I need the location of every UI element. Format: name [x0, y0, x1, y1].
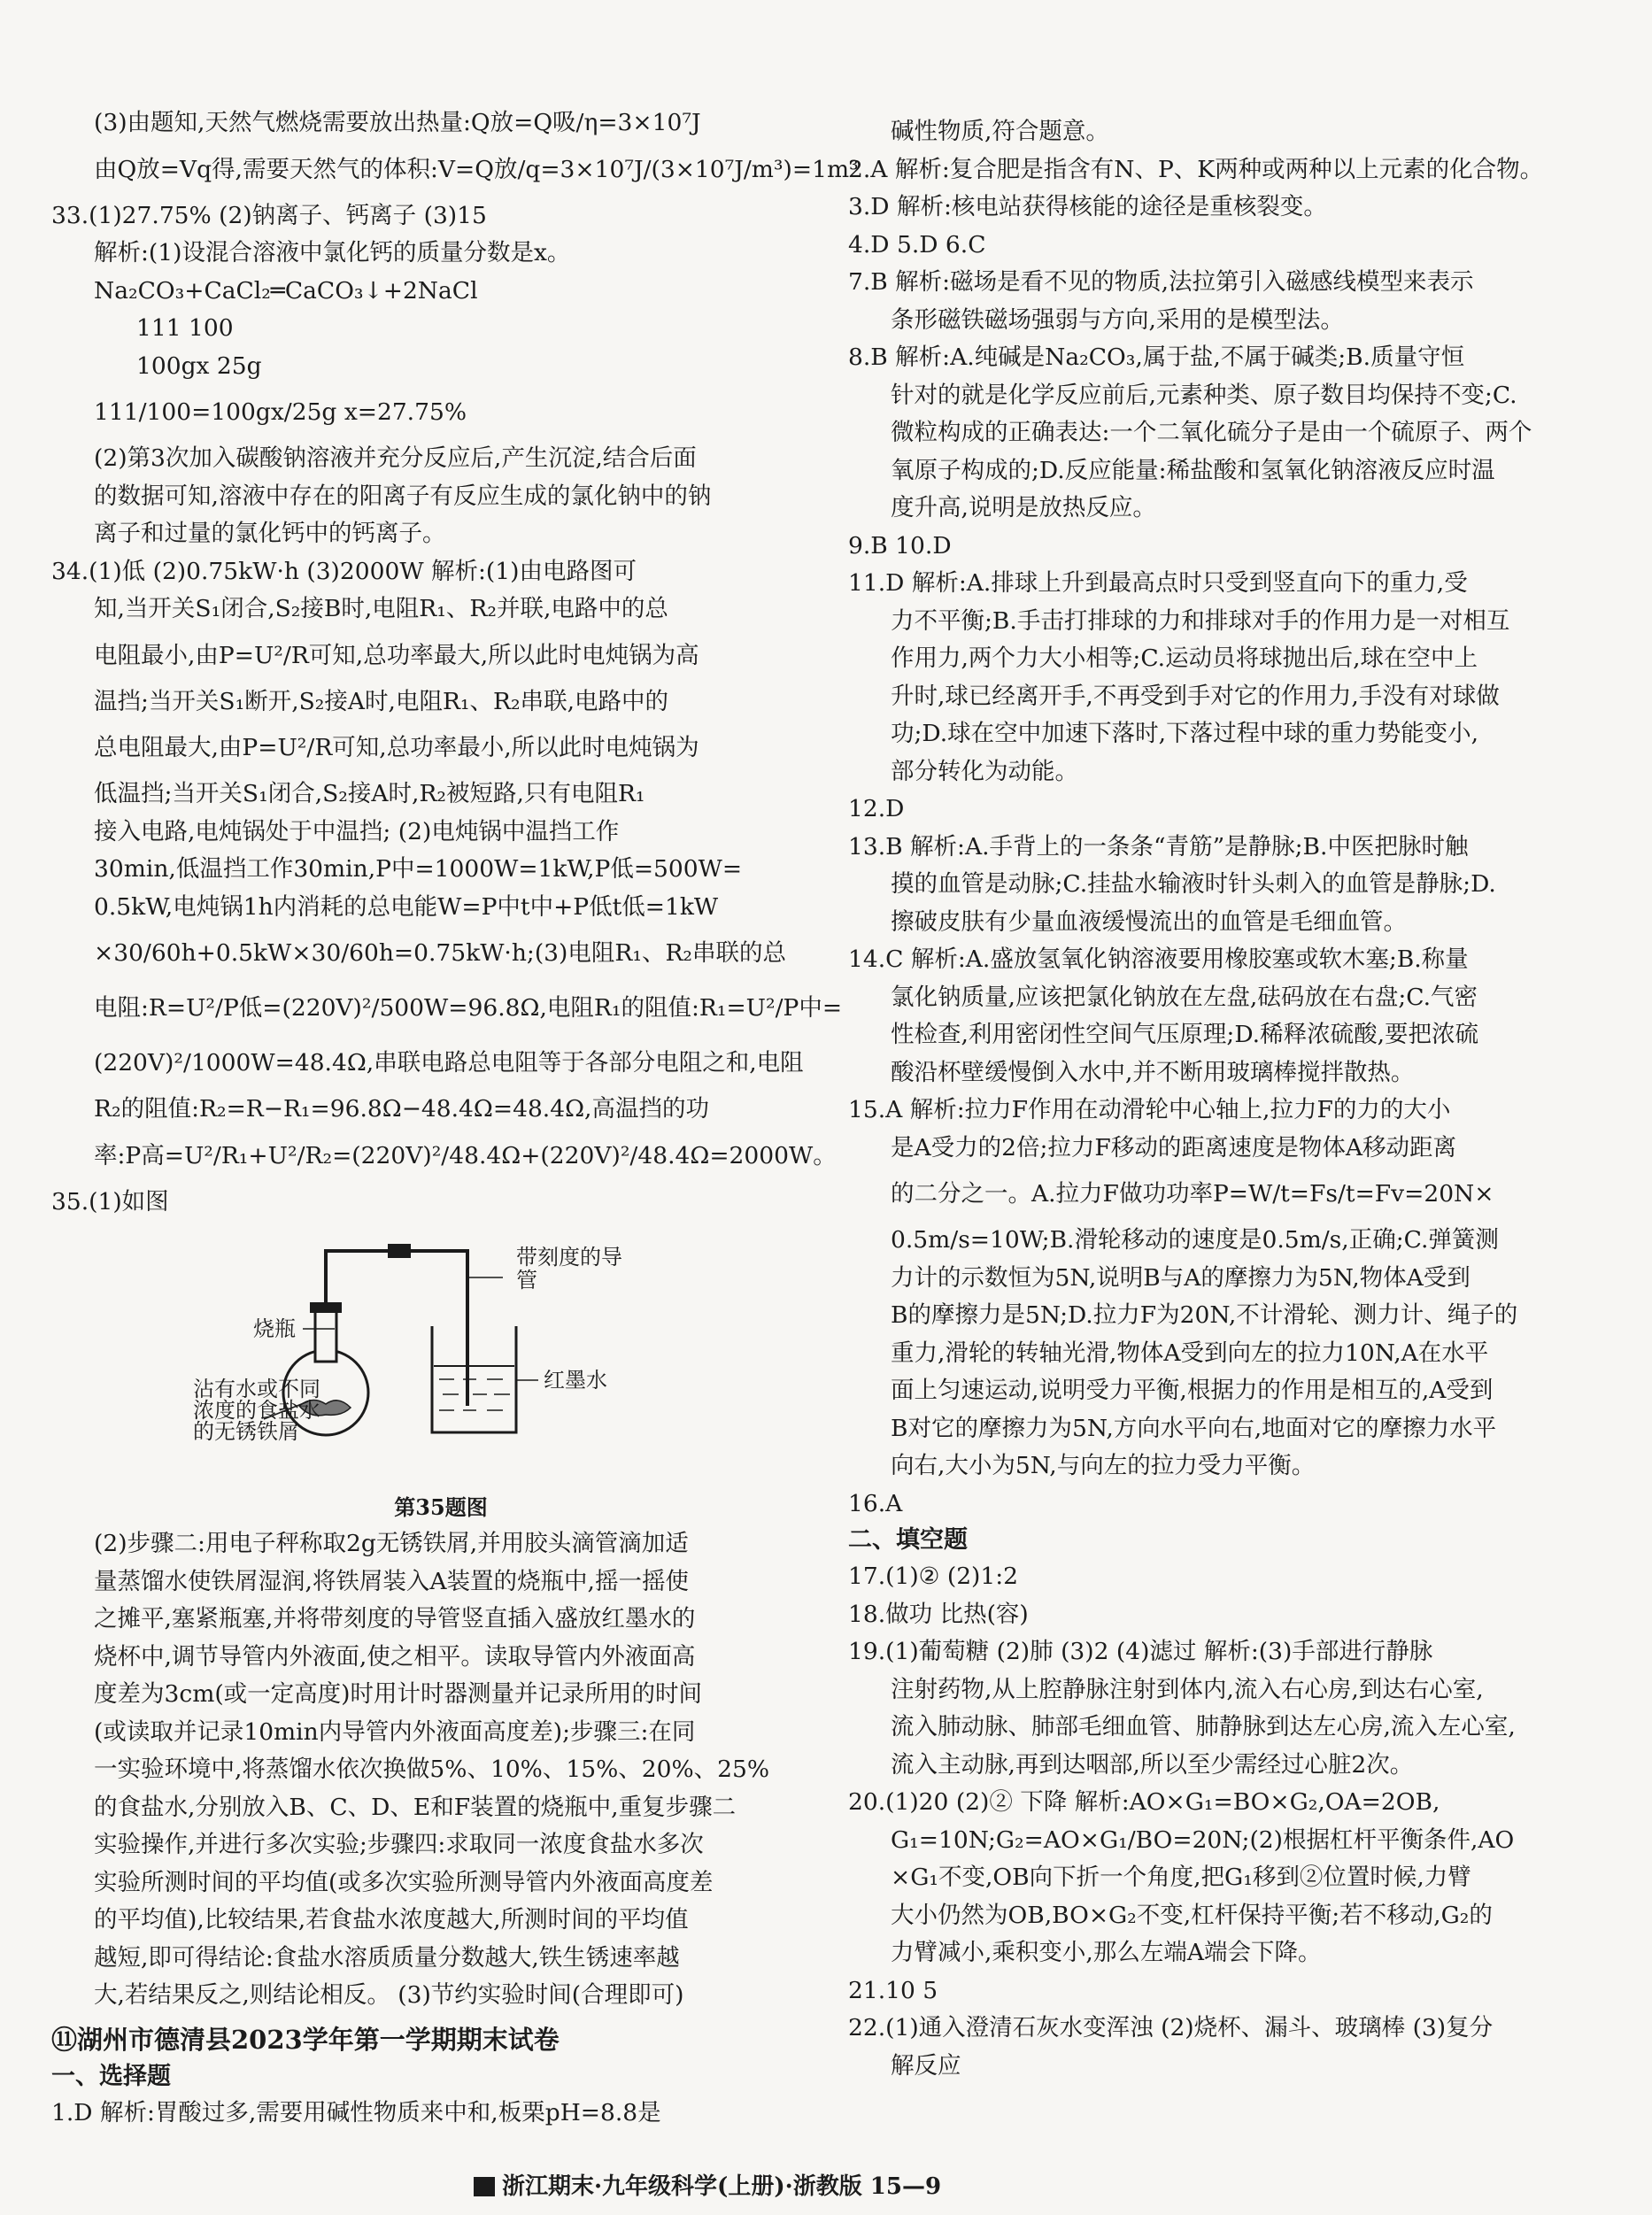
text-line: 的二分之一。A.拉力F做功功率P=W/t=Fs/t=Fv=20N× [891, 1180, 1494, 1208]
text-line: 越短,即可得结论:食盐水溶质质量分数越大,铁生锈速率越 [94, 1943, 680, 1972]
question-20: 20.(1)20 (2)② 下降 解析:AO×G₁=BO×G₂,OA=2OB, [848, 1788, 1440, 1816]
text-line: 力不平衡;B.手击打排球的力和排球对手的作用力是一对相互 [891, 606, 1510, 635]
text-line: 针对的就是化学反应前后,元素种类、原子数目均保持不变;C. [891, 381, 1517, 409]
text-line: B的摩擦力是5N;D.拉力F为20N,不计滑轮、测力计、绳子的 [891, 1301, 1518, 1329]
question-13: 13.B 解析:A.手背上的一条条“青筋”是静脉;B.中医把脉时触 [848, 832, 1469, 861]
text-line: 擦破皮肤有少量血液缓慢流出的血管是毛细血管。 [891, 907, 1407, 936]
question-18: 18.做功 比热(容) [848, 1600, 1029, 1628]
text-line: ×G₁不变,OB向下折一个角度,把G₁移到②位置时候,力臂 [891, 1864, 1471, 1891]
left-column [51, 104, 859, 2132]
equation: Na₂CO₃+CaCl₂═CaCO₃↓+2NaCl [94, 276, 478, 305]
text-line: 一实验环境中,将蒸馏水依次换做5%、10%、15%、20%、25% [94, 1756, 770, 1783]
text-line: 解析:(1)设混合溶液中氯化钙的质量分数是x。 [94, 239, 571, 266]
text-line: 解反应 [891, 2051, 961, 2080]
text-line: 部分转化为动能。 [891, 757, 1078, 785]
question-3: 3.D 解析:核电站获得核能的途径是重核裂变。 [848, 193, 1327, 220]
equation-masses: 111 100 [136, 314, 234, 342]
figure-caption: 第35题图 [394, 1494, 488, 1520]
question-19: 19.(1)葡萄糖 (2)肺 (3)2 (4)滤过 解析:(3)手部进行静脉 [848, 1638, 1433, 1665]
text-line: 酸沿杯壁缓慢倒入水中,并不断用玻璃棒搅拌散热。 [891, 1058, 1415, 1086]
text-line: G₁=10N;G₂=AO×G₁/BO=20N;(2)根据杠杆平衡条件,AO [891, 1825, 1515, 1854]
question-1: 1.D 解析:胃酸过多,需要用碱性物质来中和,板栗pH=8.8是 [51, 2098, 661, 2126]
text-line: 温挡;当开关S₁断开,S₂接A时,电阻R₁、R₂串联,电路中的 [94, 687, 669, 715]
text-line: 微粒构成的正确表达:一个二氧化硫分子是由一个硫原子、两个 [891, 419, 1532, 446]
text-line: (220V)²/1000W=48.4Ω,串联电路总电阻等于各部分电阻之和,电阻 [94, 1049, 804, 1077]
text-line: 30min,低温挡工作30min,P中=1000W=1kW,P低=500W= [94, 855, 743, 883]
text-line: 知,当开关S₁闭合,S₂接B时,电阻R₁、R₂并联,电路中的总 [94, 595, 668, 622]
fill-section-title: 二、填空题 [848, 1526, 968, 1554]
footer-text: 浙江期末·九年级科学(上册)·浙教版 15—9 [502, 2173, 942, 2200]
page-footer [474, 2173, 941, 2201]
text-line: 接入电路,电炖锅处于中温挡; (2)电炖锅中温挡工作 [94, 817, 620, 845]
question-12: 12.D [848, 795, 905, 822]
text-line: 低温挡;当开关S₁闭合,S₂接A时,R₂被短路,只有电阻R₁ [94, 780, 645, 807]
text-line: 实验操作,并进行多次实验;步骤四:求取同一浓度食盐水多次 [94, 1831, 704, 1858]
text-line: 的数据可知,溶液中存在的阳离子有反应生成的氯化钠中的钠 [94, 482, 712, 510]
text-line: 升时,球已经离开手,不再受到手对它的作用力,手没有对球做 [891, 682, 1500, 710]
text-line: 流入主动脉,再到达咽部,所以至少需经过心脏2次。 [891, 1750, 1414, 1779]
text-line: ×30/60h+0.5kW×30/60h=0.75kW·h;(3)电阻R₁、R₂串联的总 [94, 939, 787, 967]
text-line: 实验所测时间的平均值(或多次实验所测导管内外液面高度差 [94, 1868, 714, 1896]
text-line: 氯化钠质量,应该把氯化钠放在左盘,砝码放在右盘;C.气密 [891, 983, 1478, 1011]
text-line: 度升高,说明是放热反应。 [891, 494, 1156, 521]
text-line: 大,若结果反之,则结论相反。 (3)节约实验时间(合理即可) [94, 1981, 684, 2009]
text-line: 0.5m/s=10W;B.滑轮移动的速度是0.5m/s,正确;C.弹簧测 [891, 1226, 1499, 1254]
text-line: 量蒸馏水使铁屑湿润,将铁屑装入A装置的烧瓶中,摇一摇使 [94, 1567, 689, 1595]
question-34: 34.(1)低 (2)0.75kW·h (3)2000W 解析:(1)由电路图可 [51, 557, 637, 585]
text-line: B对它的摩擦力为5N,方向水平向右,地面对它的摩擦力水平 [891, 1414, 1497, 1442]
text-line: 向右,大小为5N,与向左的拉力受力平衡。 [891, 1452, 1316, 1479]
text-line: 电阻最小,由P=U²/R可知,总功率最大,所以此时电炖锅为高 [94, 641, 699, 669]
text-line: 作用力,两个力大小相等;C.运动员将球抛出后,球在空中上 [891, 644, 1478, 672]
text-line: (2)第3次加入碳酸钠溶液并充分反应后,产生沉淀,结合后面 [94, 444, 697, 472]
question-35: 35.(1)如图 [51, 1187, 169, 1216]
text-line: 离子和过量的氯化钙中的钙离子。 [94, 520, 446, 547]
label-graduated-tube: 带刻度的导管 [516, 1245, 622, 1293]
text-line: 的平均值),比较结果,若食盐水浓度越大,所测时间的平均值 [94, 1906, 689, 1933]
text-line: 氧原子构成的;D.反应能量:稀盐酸和氢氧化钠溶液反应时温 [891, 456, 1495, 484]
text-line: 烧杯中,调节导管内外液面,使之相平。读取导管内外液面高 [94, 1642, 696, 1671]
text-line: 总电阻最大,由P=U²/R可知,总功率最小,所以此时电炖锅为 [94, 734, 699, 761]
question-33: 33.(1)27.75% (2)钠离子、钙离子 (3)15 [51, 201, 487, 229]
text-line: 电阻:R=U²/P低=(220V)²/500W=96.8Ω,电阻R₁的阻值:R₁=U²/P中= [94, 994, 843, 1022]
question-11: 11.D 解析:A.排球上升到最高点时只受到竖直向下的重力,受 [848, 569, 1468, 597]
question-22: 22.(1)通入澄清石灰水变浑浊 (2)烧杯、漏斗、玻璃棒 (3)复分 [848, 2014, 1494, 2041]
text-line: 注射药物,从上腔静脉注射到体内,流入右心房,到达右心室, [891, 1675, 1484, 1703]
text-line: 由Q放=Vq得,需要天然气的体积:V=Q放/q=3×10⁷J/(3×10⁷J/m³)=1m³ [94, 155, 859, 183]
text-line: 性检查,利用密闭性空间气压原理;D.稀释浓硫酸,要把浓硫 [891, 1021, 1479, 1048]
label-red-ink: 红墨水 [544, 1368, 607, 1393]
text-line: 度差为3cm(或一定高度)时用计时器测量并记录所用的时间 [94, 1680, 703, 1708]
choice-section-title: 一、选择题 [51, 2062, 171, 2090]
question-21: 21.10 5 [848, 1976, 938, 2004]
text-line: (2)步骤二:用电子秤称取2g无锈铁屑,并用胶头滴管滴加适 [94, 1530, 689, 1557]
question-16: 16.A [848, 1489, 903, 1517]
text-line: 功;D.球在空中加速下落时,下落过程中球的重力势能变小, [891, 720, 1479, 747]
text-line: 流入肺动脉、肺部毛细血管、肺静脉到达左心房,流入左心室, [891, 1713, 1516, 1740]
footer-square-icon [474, 2177, 495, 2196]
label-flask: 烧瓶 [253, 1316, 296, 1341]
question-2: 2.A 解析:复合肥是指含有N、P、K两种或两种以上元素的化合物。 [848, 155, 1544, 183]
text-line: 面上匀速运动,说明受力平衡,根据力的作用是相互的,A受到 [891, 1377, 1494, 1404]
text-line: 0.5kW,电炖锅1h内消耗的总电能W=P中t中+P低t低=1kW [94, 892, 719, 921]
text-line: 之摊平,塞紧瓶塞,并将带刻度的导管竖直插入盛放红墨水的 [94, 1605, 696, 1632]
question-15: 15.A 解析:拉力F作用在动滑轮中心轴上,拉力F的力的大小 [848, 1096, 1451, 1123]
text-line: 碱性物质,符合题意。 [891, 118, 1109, 145]
text-line: 力计的示数恒为5N,说明B与A的摩擦力为5N,物体A受到 [891, 1263, 1471, 1292]
text-line: 条形磁铁磁场强弱与方向,采用的是模型法。 [891, 305, 1344, 334]
question-8: 8.B 解析:A.纯碱是Na₂CO₃,属于盐,不属于碱类;B.质量守恒 [848, 343, 1465, 371]
label-iron-filings: 沾有水或不同浓度的食盐水的无锈铁屑 [193, 1377, 320, 1444]
equation-ratio: 111/100=100gx/25g x=27.75% [94, 398, 467, 426]
text-line: 大小仍然为OB,BO×G₂不变,杠杆保持平衡;若不移动,G₂的 [891, 1901, 1493, 1929]
figure-35 [51, 1224, 777, 1490]
text-line: 摸的血管是动脉;C.挂盐水输液时针头刺入的血管是静脉;D. [891, 870, 1496, 898]
text-line: 重力,滑轮的转轴光滑,物体A受到向左的拉力10N,A在水平 [891, 1339, 1489, 1367]
text-line: 力臂减小,乘积变小,那么左端A端会下降。 [891, 1939, 1322, 1966]
text-line: R₂的阻值:R₂=R−R₁=96.8Ω−48.4Ω=48.4Ω,高温挡的功 [94, 1095, 709, 1123]
exam-section-title: ⑪湖州市德清县2023学年第一学期期末试卷 [51, 2024, 560, 2055]
right-column [848, 113, 1583, 2085]
text-line: (或读取并记录10min内导管内外液面高度差);步骤三:在同 [94, 1717, 696, 1746]
text-line: 率:P高=U²/R₁+U²/R₂=(220V)²/48.4Ω+(220V)²/48.4Ω=2000W。 [94, 1141, 837, 1169]
question-7: 7.B 解析:磁场是看不见的物质,法拉第引入磁感线模型来表示 [848, 268, 1474, 296]
question-14: 14.C 解析:A.盛放氢氧化钠溶液要用橡胶塞或软木塞;B.称量 [848, 945, 1469, 973]
text-line: 是A受力的2倍;拉力F移动的距离速度是物体A移动距离 [891, 1133, 1456, 1162]
question-17: 17.(1)② (2)1:2 [848, 1563, 1019, 1590]
question-9-10: 9.B 10.D [848, 531, 952, 560]
question-4-6: 4.D 5.D 6.C [848, 230, 986, 259]
text-line: (3)由题知,天然气燃烧需要放出热量:Q放=Q吸/η=3×10⁷J [94, 109, 701, 136]
equation-masses: 100gx 25g [136, 351, 262, 380]
text-line: 的食盐水,分别放入B、C、D、E和F装置的烧瓶中,重复步骤二 [94, 1793, 737, 1821]
